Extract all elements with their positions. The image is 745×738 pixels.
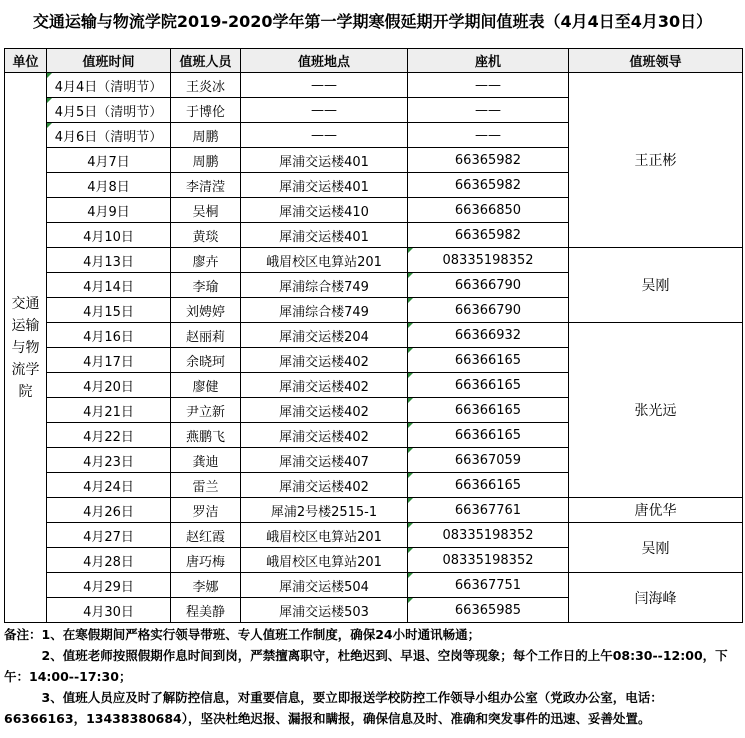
duty-phone: 66366165 [408,473,569,498]
duty-phone: —— [408,98,569,123]
header-unit: 单位 [5,49,47,73]
duty-person: 罗洁 [171,498,241,523]
duty-place: 犀浦交运楼402 [241,473,408,498]
notes [4,624,742,729]
duty-person: 李清滢 [171,173,241,198]
duty-phone: 66366165 [408,373,569,398]
table-row [5,248,743,273]
duty-place: —— [241,123,408,148]
duty-place: 犀浦交运楼504 [241,573,408,598]
duty-place: 犀浦交运楼407 [241,448,408,473]
duty-phone: 66366790 [408,298,569,323]
duty-place: 犀浦交运楼402 [241,373,408,398]
duty-time: 4月26日 [47,498,171,523]
duty-person: 雷兰 [171,473,241,498]
table-row [5,73,743,98]
duty-place: 犀浦交运楼204 [241,323,408,348]
duty-phone: 66367751 [408,573,569,598]
duty-time: 4月21日 [47,398,171,423]
table-row [5,523,743,548]
duty-person: 廖健 [171,373,241,398]
duty-time: 4月16日 [47,323,171,348]
duty-person: 龚迪 [171,448,241,473]
leader-cell: 吴刚 [569,523,743,573]
duty-phone: 66366165 [408,348,569,373]
duty-person: 王炎冰 [171,73,241,98]
duty-phone: 08335198352 [408,548,569,573]
header-phone: 座机 [408,49,569,73]
duty-place: 犀浦交运楼401 [241,148,408,173]
duty-time: 4月20日 [47,373,171,398]
duty-person: 周鹏 [171,123,241,148]
duty-phone: 66366932 [408,323,569,348]
duty-time: 4月17日 [47,348,171,373]
duty-place: 犀浦交运楼402 [241,348,408,373]
duty-place: 犀浦交运楼402 [241,398,408,423]
duty-person: 于博伦 [171,98,241,123]
duty-place: 峨眉校区电算站201 [241,248,408,273]
duty-person: 唐巧梅 [171,548,241,573]
duty-phone: 66366790 [408,273,569,298]
duty-place: 犀浦交运楼410 [241,198,408,223]
duty-place: 犀浦交运楼401 [241,173,408,198]
duty-phone: 66367059 [408,448,569,473]
table-row [5,573,743,598]
duty-time: 4月14日 [47,273,171,298]
leader-cell: 张光远 [569,323,743,498]
duty-place: 犀浦2号楼2515-1 [241,498,408,523]
duty-place: 犀浦交运楼401 [241,223,408,248]
duty-time: 4月13日 [47,248,171,273]
duty-time: 4月27日 [47,523,171,548]
duty-time: 4月9日 [47,198,171,223]
duty-phone: 66365982 [408,223,569,248]
leader-cell: 吴刚 [569,248,743,323]
header-leader: 值班领导 [569,49,743,73]
duty-phone: 66367761 [408,498,569,523]
page-title: 交通运输与物流学院2019-2020学年第一学期寒假延期开学期间值班表（4月4日至4月30日） [32,12,713,31]
duty-phone: 66366850 [408,198,569,223]
duty-person: 余晓珂 [171,348,241,373]
duty-person: 程美静 [171,598,241,623]
duty-place: 犀浦交运楼402 [241,423,408,448]
duty-person: 廖卉 [171,248,241,273]
note-2: 2、值班老师按照假期作息时间到岗，严禁擅离职守，杜绝迟到、早退、空岗等现象；每个工作日的上午08:30--12:00，下午：14:00--17:30； [4,648,728,684]
duty-phone: 66365982 [408,173,569,198]
duty-phone: 66366165 [408,423,569,448]
duty-place: 犀浦交运楼503 [241,598,408,623]
duty-phone: —— [408,123,569,148]
header-time: 值班时间 [47,49,171,73]
table-row [5,498,743,523]
duty-time: 4月7日 [47,148,171,173]
duty-time: 4月30日 [47,598,171,623]
duty-time: 4月4日（清明节） [47,73,171,98]
duty-phone: —— [408,73,569,98]
duty-person: 周鹏 [171,148,241,173]
duty-time: 4月28日 [47,548,171,573]
note-3: 3、值班人员应及时了解防控信息，对重要信息，要立即报送学校防控工作领导小组办公室（党政办公室，电话：66366163，13438380684），坚决杜绝迟报、漏报和瞒报，确保信息及时、准确和突发事件的迅速、妥善处置。 [4,690,663,726]
duty-time: 4月5日（清明节） [47,98,171,123]
duty-phone: 66366165 [408,398,569,423]
duty-table [4,48,743,623]
duty-time: 4月6日（清明节） [47,123,171,148]
duty-place: 犀浦综合楼749 [241,273,408,298]
duty-person: 燕鹏飞 [171,423,241,448]
leader-cell: 唐优华 [569,498,743,523]
duty-person: 尹立新 [171,398,241,423]
duty-person: 李娜 [171,573,241,598]
duty-time: 4月22日 [47,423,171,448]
header-place: 值班地点 [241,49,408,73]
duty-phone: 66365985 [408,598,569,623]
duty-person: 刘娉婷 [171,298,241,323]
duty-person: 赵丽莉 [171,323,241,348]
unit-cell: 交通运输与物流学院 [5,73,47,623]
duty-person: 李瑜 [171,273,241,298]
header-person: 值班人员 [171,49,241,73]
duty-time: 4月15日 [47,298,171,323]
duty-place: 峨眉校区电算站201 [241,548,408,573]
duty-place: 犀浦综合楼749 [241,298,408,323]
note-1: 备注：1、在寒假期间严格实行领导带班、专人值班工作制度，确保24小时通讯畅通； [4,627,481,642]
duty-phone: 66365982 [408,148,569,173]
leader-cell: 王正彬 [569,73,743,248]
duty-time: 4月8日 [47,173,171,198]
duty-phone: 08335198352 [408,248,569,273]
table-header-row [5,49,743,73]
duty-time: 4月23日 [47,448,171,473]
duty-person: 吴桐 [171,198,241,223]
duty-time: 4月29日 [47,573,171,598]
duty-phone: 08335198352 [408,523,569,548]
leader-cell: 闫海峰 [569,573,743,623]
duty-place: —— [241,73,408,98]
duty-place: 峨眉校区电算站201 [241,523,408,548]
duty-person: 赵红霞 [171,523,241,548]
duty-time: 4月24日 [47,473,171,498]
duty-person: 黄琰 [171,223,241,248]
table-row [5,323,743,348]
duty-time: 4月10日 [47,223,171,248]
duty-place: —— [241,98,408,123]
